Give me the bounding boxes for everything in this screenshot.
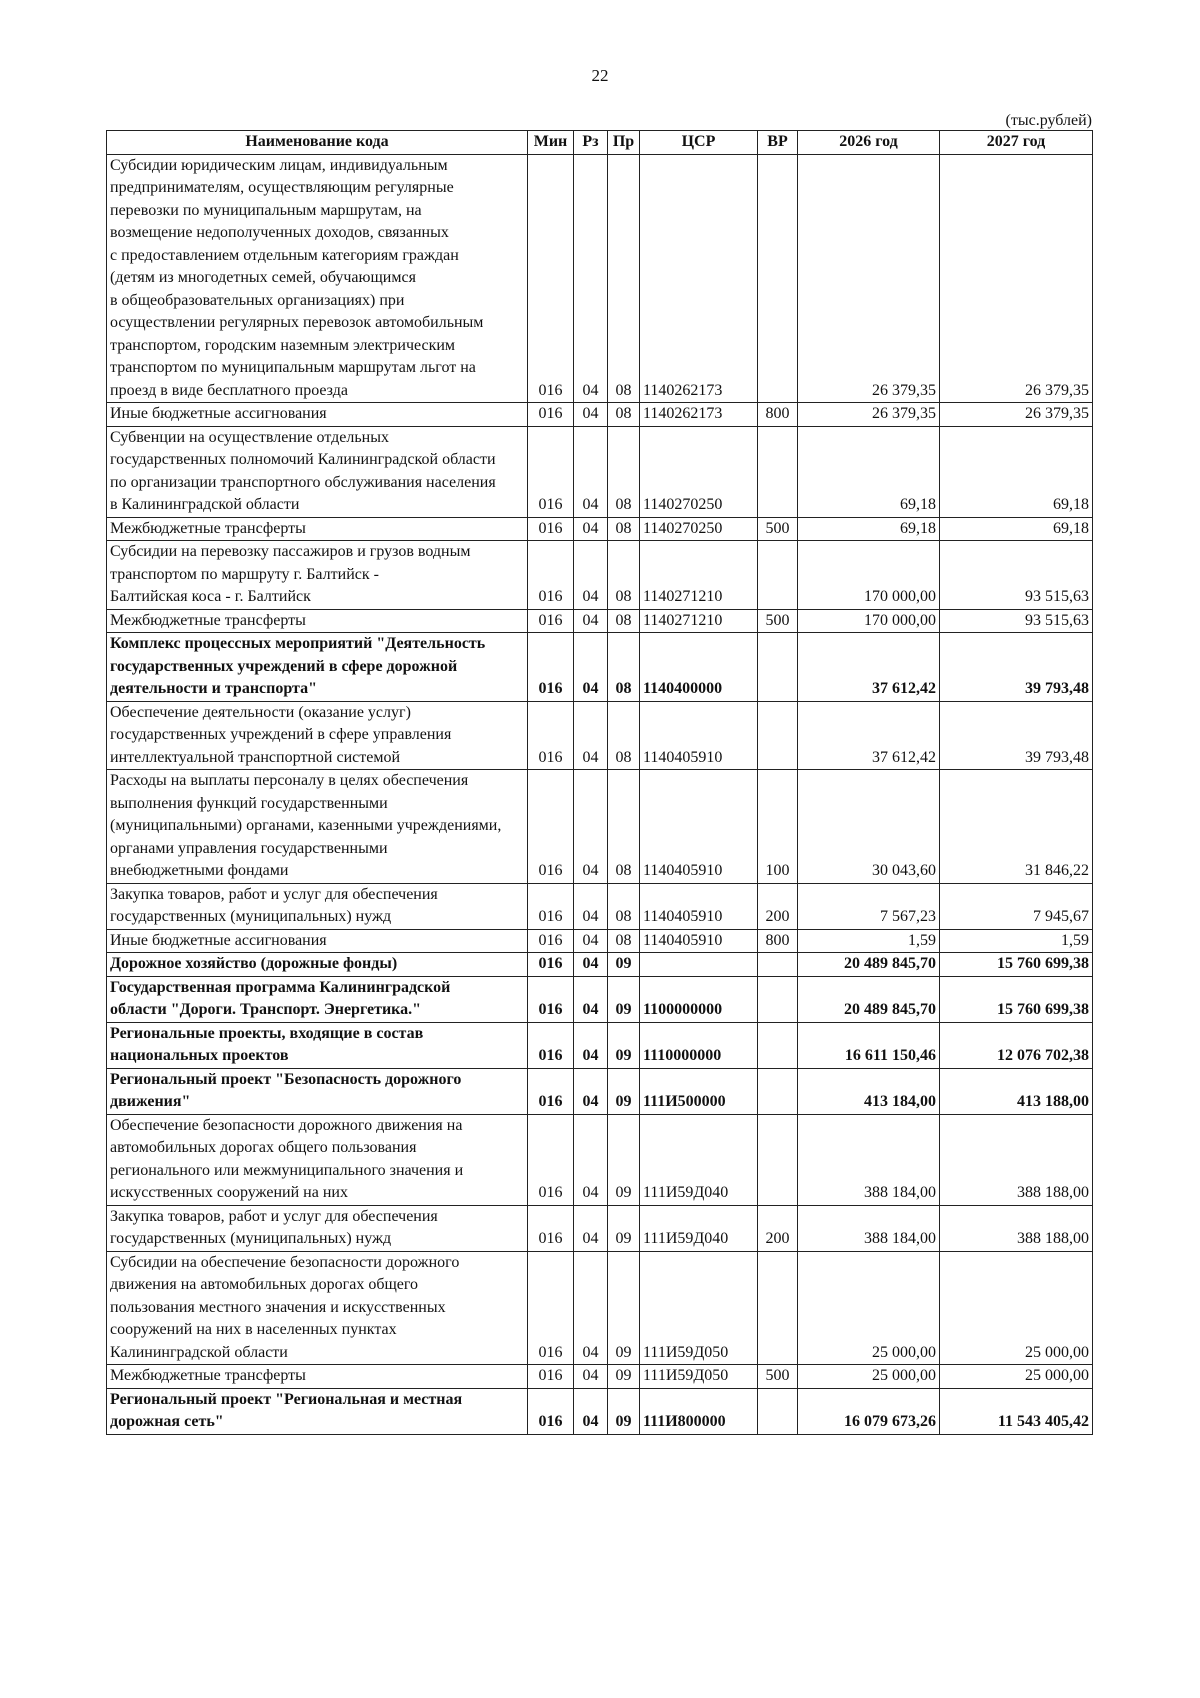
cell-min: 016 — [528, 701, 574, 770]
cell-csr: 1140262173 — [640, 403, 758, 427]
cell-min: 016 — [528, 154, 574, 403]
cell-name-line: транспортом по маршруту г. Балтийск - — [110, 565, 379, 583]
cell-min: 016 — [528, 1251, 574, 1365]
cell-name — [107, 976, 528, 1022]
cell-name-line: Обеспечение деятельности (оказание услуг) — [110, 703, 411, 721]
cell-rz: 04 — [574, 1068, 608, 1114]
cell-2027: 388 188,00 — [940, 1114, 1093, 1205]
cell-name-line: в Калининградской области — [110, 496, 300, 513]
cell-vr: 800 — [758, 929, 798, 953]
units-note: (тыс.рублей) — [1005, 112, 1092, 129]
cell-vr — [758, 541, 798, 610]
cell-csr: 111И59Д050 — [640, 1365, 758, 1389]
cell-2027: 1,59 — [940, 929, 1093, 953]
cell-vr: 500 — [758, 517, 798, 541]
cell-name — [107, 426, 528, 517]
cell-pr: 08 — [608, 701, 640, 770]
cell-name-line: Иные бюджетные ассигнования — [110, 405, 327, 422]
header-min: Мин — [528, 131, 574, 155]
table-row — [107, 1388, 1093, 1434]
cell-name-line: транспортом, городским наземным электрическим — [110, 336, 456, 354]
header-vr: ВР — [758, 131, 798, 155]
cell-min: 016 — [528, 770, 574, 884]
cell-csr: 1140405910 — [640, 701, 758, 770]
cell-pr: 09 — [608, 976, 640, 1022]
header-2026: 2026 год — [798, 131, 940, 155]
cell-2026: 69,18 — [798, 517, 940, 541]
cell-vr — [758, 701, 798, 770]
cell-name-line: проезд в виде бесплатного проезда — [110, 381, 348, 399]
cell-rz: 04 — [574, 633, 608, 702]
cell-name-line: Субсидии на обеспечение безопасности дорожного — [110, 1253, 460, 1271]
table-row — [107, 770, 1093, 884]
table-row — [107, 426, 1093, 517]
cell-name-line: государственных (муниципальных) нужд — [110, 1230, 392, 1247]
cell-pr: 08 — [608, 770, 640, 884]
cell-pr: 08 — [608, 633, 640, 702]
cell-name — [107, 701, 528, 770]
table-row — [107, 976, 1093, 1022]
cell-csr: 1140405910 — [640, 770, 758, 884]
cell-rz: 04 — [574, 1388, 608, 1434]
cell-vr — [758, 1114, 798, 1205]
table-row — [107, 541, 1093, 610]
cell-2027: 69,18 — [940, 426, 1093, 517]
cell-name-line: Межбюджетные трансферты — [110, 611, 306, 629]
cell-min: 016 — [528, 541, 574, 610]
cell-name-line: Балтийская коса - г. Балтийск — [110, 588, 311, 605]
cell-vr — [758, 633, 798, 702]
cell-vr — [758, 1022, 798, 1068]
cell-2027: 93 515,63 — [940, 609, 1093, 633]
header-pr: Пр — [608, 131, 640, 155]
cell-pr: 09 — [608, 1022, 640, 1068]
cell-pr: 08 — [608, 154, 640, 403]
cell-rz: 04 — [574, 1205, 608, 1251]
table-row — [107, 609, 1093, 633]
cell-vr: 200 — [758, 883, 798, 929]
cell-2026: 26 379,35 — [798, 154, 940, 403]
cell-min: 016 — [528, 953, 574, 977]
cell-name — [107, 1205, 528, 1251]
cell-rz: 04 — [574, 701, 608, 770]
cell-name-line: Региональный проект "Региональная и местная — [110, 1390, 463, 1408]
table-row — [107, 633, 1093, 702]
cell-name — [107, 929, 528, 953]
cell-rz: 04 — [574, 929, 608, 953]
header-csr: ЦСР — [640, 131, 758, 155]
table-row — [107, 1365, 1093, 1389]
budget-table — [106, 130, 1093, 1435]
page-number: 22 — [591, 66, 609, 85]
cell-min: 016 — [528, 883, 574, 929]
table-row — [107, 1251, 1093, 1365]
cell-name-line: автомобильных дорогах общего пользования — [110, 1139, 417, 1156]
cell-2027: 11 543 405,42 — [940, 1388, 1093, 1434]
cell-csr — [640, 953, 758, 977]
cell-name — [107, 541, 528, 610]
cell-csr: 1110000000 — [640, 1022, 758, 1068]
cell-name-line: государственных (муниципальных) нужд — [110, 908, 392, 925]
cell-2027: 413 188,00 — [940, 1068, 1093, 1114]
cell-rz: 04 — [574, 953, 608, 977]
cell-vr — [758, 953, 798, 977]
cell-2027: 39 793,48 — [940, 701, 1093, 770]
cell-min: 016 — [528, 1022, 574, 1068]
cell-2027: 93 515,63 — [940, 541, 1093, 610]
cell-name-line: государственных учреждений в сфере дорожной — [110, 657, 458, 675]
cell-csr: 1140262173 — [640, 154, 758, 403]
cell-2026: 1,59 — [798, 929, 940, 953]
table-row — [107, 1114, 1093, 1205]
cell-pr: 08 — [608, 929, 640, 953]
cell-name-line: интеллектуальной транспортной системой — [110, 748, 401, 766]
table-row — [107, 517, 1093, 541]
cell-name-line: Государственная программа Калининградской — [110, 978, 451, 996]
cell-name — [107, 517, 528, 541]
cell-name-line: сооружений на них в населенных пунктах — [110, 1321, 397, 1338]
cell-pr: 08 — [608, 541, 640, 610]
table-row — [107, 154, 1093, 403]
cell-vr: 100 — [758, 770, 798, 884]
cell-name-line: Дорожное хозяйство (дорожные фонды) — [110, 955, 398, 972]
cell-name-line: Расходы на выплаты персоналу в целях обеспечения — [110, 772, 469, 789]
cell-name-line: движения" — [110, 1093, 191, 1110]
cell-name-line: Региональные проекты, входящие в состав — [110, 1024, 424, 1042]
cell-vr — [758, 1251, 798, 1365]
cell-name-line: (муниципальными) органами, казенными учреждениями, — [110, 817, 502, 834]
cell-name — [107, 1388, 528, 1434]
cell-name-line: выполнения функций государственными — [110, 794, 388, 812]
cell-2026: 170 000,00 — [798, 609, 940, 633]
cell-name-line: внебюджетными фондами — [110, 862, 289, 879]
cell-min: 016 — [528, 426, 574, 517]
cell-2027: 25 000,00 — [940, 1365, 1093, 1389]
cell-2027: 7 945,67 — [940, 883, 1093, 929]
cell-2026: 26 379,35 — [798, 403, 940, 427]
cell-csr: 1140400000 — [640, 633, 758, 702]
table-row — [107, 1068, 1093, 1114]
cell-min: 016 — [528, 403, 574, 427]
cell-name-line: по организации транспортного обслуживания населения — [110, 473, 496, 491]
cell-2027: 12 076 702,38 — [940, 1022, 1093, 1068]
cell-name — [107, 1365, 528, 1389]
cell-name-line: транспортом по муниципальным маршрутам льгот на — [110, 359, 476, 376]
cell-name — [107, 1114, 528, 1205]
cell-csr: 1140405910 — [640, 883, 758, 929]
cell-csr: 111И800000 — [640, 1388, 758, 1434]
cell-min: 016 — [528, 1388, 574, 1434]
cell-name — [107, 1022, 528, 1068]
table-row — [107, 929, 1093, 953]
cell-pr: 09 — [608, 1205, 640, 1251]
cell-name — [107, 883, 528, 929]
cell-2026: 413 184,00 — [798, 1068, 940, 1114]
cell-vr — [758, 1388, 798, 1434]
cell-name-line: возмещение недополученных доходов, связанных — [110, 224, 449, 241]
cell-min: 016 — [528, 929, 574, 953]
cell-name-line: в общеобразовательных организациях) при — [110, 291, 405, 309]
cell-csr: 1140271210 — [640, 541, 758, 610]
cell-name-line: движения на автомобильных дорогах общего — [110, 1276, 419, 1293]
header-2027: 2027 год — [940, 131, 1093, 155]
cell-pr: 09 — [608, 953, 640, 977]
cell-2026: 170 000,00 — [798, 541, 940, 610]
table-row — [107, 1022, 1093, 1068]
cell-2026: 20 489 845,70 — [798, 976, 940, 1022]
cell-rz: 04 — [574, 1365, 608, 1389]
cell-name-line: Региональный проект "Безопасность дорожного — [110, 1070, 462, 1088]
cell-name-line: Межбюджетные трансферты — [110, 1367, 306, 1384]
cell-name-line: области "Дороги. Транспорт. Энергетика." — [110, 1001, 422, 1018]
cell-csr: 1140405910 — [640, 929, 758, 953]
cell-vr: 200 — [758, 1205, 798, 1251]
cell-name-line: Межбюджетные трансферты — [110, 519, 306, 537]
cell-name-line: пользования местного значения и искусственных — [110, 1298, 446, 1316]
cell-name — [107, 403, 528, 427]
cell-name — [107, 633, 528, 702]
cell-name — [107, 1068, 528, 1114]
cell-rz: 04 — [574, 883, 608, 929]
cell-name-line: Калининградской области — [110, 1343, 288, 1361]
cell-pr: 08 — [608, 403, 640, 427]
cell-name-line: деятельности и транспорта" — [110, 680, 317, 697]
cell-name-line: искусственных сооружений на них — [110, 1184, 348, 1201]
cell-min: 016 — [528, 1068, 574, 1114]
cell-name — [107, 609, 528, 633]
table-row — [107, 701, 1093, 770]
cell-2027: 26 379,35 — [940, 154, 1093, 403]
header-name: Наименование кода — [107, 131, 528, 155]
cell-min: 016 — [528, 609, 574, 633]
cell-2026: 20 489 845,70 — [798, 953, 940, 977]
cell-rz: 04 — [574, 1022, 608, 1068]
cell-2026: 30 043,60 — [798, 770, 940, 884]
cell-name-line: государственных учреждений в сфере управления — [110, 726, 452, 743]
cell-name-line: Субсидии на перевозку пассажиров и грузов водным — [110, 543, 471, 560]
cell-min: 016 — [528, 1365, 574, 1389]
cell-2027: 388 188,00 — [940, 1205, 1093, 1251]
cell-pr: 08 — [608, 609, 640, 633]
cell-name — [107, 154, 528, 403]
cell-rz: 04 — [574, 541, 608, 610]
cell-vr — [758, 1068, 798, 1114]
table-row — [107, 953, 1093, 977]
cell-rz: 04 — [574, 426, 608, 517]
cell-rz: 04 — [574, 976, 608, 1022]
cell-pr: 09 — [608, 1114, 640, 1205]
cell-csr: 111И500000 — [640, 1068, 758, 1114]
table-row — [107, 1205, 1093, 1251]
header-rz: Рз — [574, 131, 608, 155]
cell-rz: 04 — [574, 517, 608, 541]
cell-rz: 04 — [574, 1251, 608, 1365]
cell-2027: 39 793,48 — [940, 633, 1093, 702]
cell-2026: 388 184,00 — [798, 1205, 940, 1251]
cell-vr — [758, 154, 798, 403]
cell-name-line: государственных полномочий Калининградской области — [110, 451, 496, 468]
cell-2026: 25 000,00 — [798, 1365, 940, 1389]
cell-csr: 1100000000 — [640, 976, 758, 1022]
cell-csr: 1140270250 — [640, 426, 758, 517]
cell-name-line: осуществлении регулярных перевозок автомобильным — [110, 314, 484, 331]
cell-2027: 15 760 699,38 — [940, 976, 1093, 1022]
cell-name-line: Субвенции на осуществление отдельных — [110, 428, 389, 446]
cell-name-line: национальных проектов — [110, 1047, 289, 1064]
cell-pr: 09 — [608, 1388, 640, 1434]
cell-pr: 08 — [608, 883, 640, 929]
cell-name-line: Закупка товаров, работ и услуг для обеспечения — [110, 1207, 438, 1225]
cell-name-line: дорожная сеть" — [110, 1413, 224, 1430]
cell-2026: 16 079 673,26 — [798, 1388, 940, 1434]
cell-rz: 04 — [574, 609, 608, 633]
cell-min: 016 — [528, 1205, 574, 1251]
cell-name — [107, 1251, 528, 1365]
cell-name-line: (детям из многодетных семей, обучающимся — [110, 269, 416, 286]
cell-csr: 111И59Д040 — [640, 1114, 758, 1205]
cell-name-line: предпринимателям, осуществляющим регулярные — [110, 179, 454, 196]
cell-name — [107, 953, 528, 977]
table-body — [107, 154, 1093, 1434]
cell-rz: 04 — [574, 403, 608, 427]
cell-rz: 04 — [574, 770, 608, 884]
cell-vr — [758, 426, 798, 517]
cell-min: 016 — [528, 976, 574, 1022]
table-row — [107, 883, 1093, 929]
cell-2026: 388 184,00 — [798, 1114, 940, 1205]
cell-name-line: с предоставлением отдельным категориям граждан — [110, 246, 459, 264]
cell-min: 016 — [528, 517, 574, 541]
cell-pr: 08 — [608, 517, 640, 541]
cell-csr: 1140271210 — [640, 609, 758, 633]
cell-pr: 09 — [608, 1068, 640, 1114]
cell-rz: 04 — [574, 154, 608, 403]
cell-2027: 69,18 — [940, 517, 1093, 541]
cell-2027: 26 379,35 — [940, 403, 1093, 427]
cell-name-line: Субсидии юридическим лицам, индивидуальным — [110, 156, 448, 174]
cell-name-line: Комплекс процессных мероприятий "Деятельность — [110, 635, 486, 652]
cell-name-line: перевозки по муниципальным маршрутам, на — [110, 201, 422, 219]
cell-2026: 7 567,23 — [798, 883, 940, 929]
cell-name-line: регионального или межмуниципального значения и — [110, 1161, 464, 1179]
header-row — [107, 131, 1093, 155]
cell-2027: 25 000,00 — [940, 1251, 1093, 1365]
cell-name-line: Иные бюджетные ассигнования — [110, 931, 327, 949]
table-row — [107, 403, 1093, 427]
cell-vr: 500 — [758, 1365, 798, 1389]
cell-min: 016 — [528, 1114, 574, 1205]
cell-2026: 37 612,42 — [798, 701, 940, 770]
cell-2026: 25 000,00 — [798, 1251, 940, 1365]
cell-name-line: Обеспечение безопасности дорожного движения на — [110, 1116, 463, 1134]
cell-pr: 08 — [608, 426, 640, 517]
cell-csr: 111И59Д040 — [640, 1205, 758, 1251]
cell-min: 016 — [528, 633, 574, 702]
cell-csr: 111И59Д050 — [640, 1251, 758, 1365]
cell-2027: 31 846,22 — [940, 770, 1093, 884]
cell-pr: 09 — [608, 1251, 640, 1365]
cell-2026: 37 612,42 — [798, 633, 940, 702]
cell-vr: 500 — [758, 609, 798, 633]
cell-vr — [758, 976, 798, 1022]
cell-2026: 69,18 — [798, 426, 940, 517]
cell-2026: 16 611 150,46 — [798, 1022, 940, 1068]
cell-csr: 1140270250 — [640, 517, 758, 541]
cell-name-line: органами управления государственными — [110, 839, 388, 857]
cell-name-line: Закупка товаров, работ и услуг для обеспечения — [110, 885, 438, 903]
cell-pr: 09 — [608, 1365, 640, 1389]
cell-rz: 04 — [574, 1114, 608, 1205]
cell-vr: 800 — [758, 403, 798, 427]
cell-2027: 15 760 699,38 — [940, 953, 1093, 977]
cell-name — [107, 770, 528, 884]
